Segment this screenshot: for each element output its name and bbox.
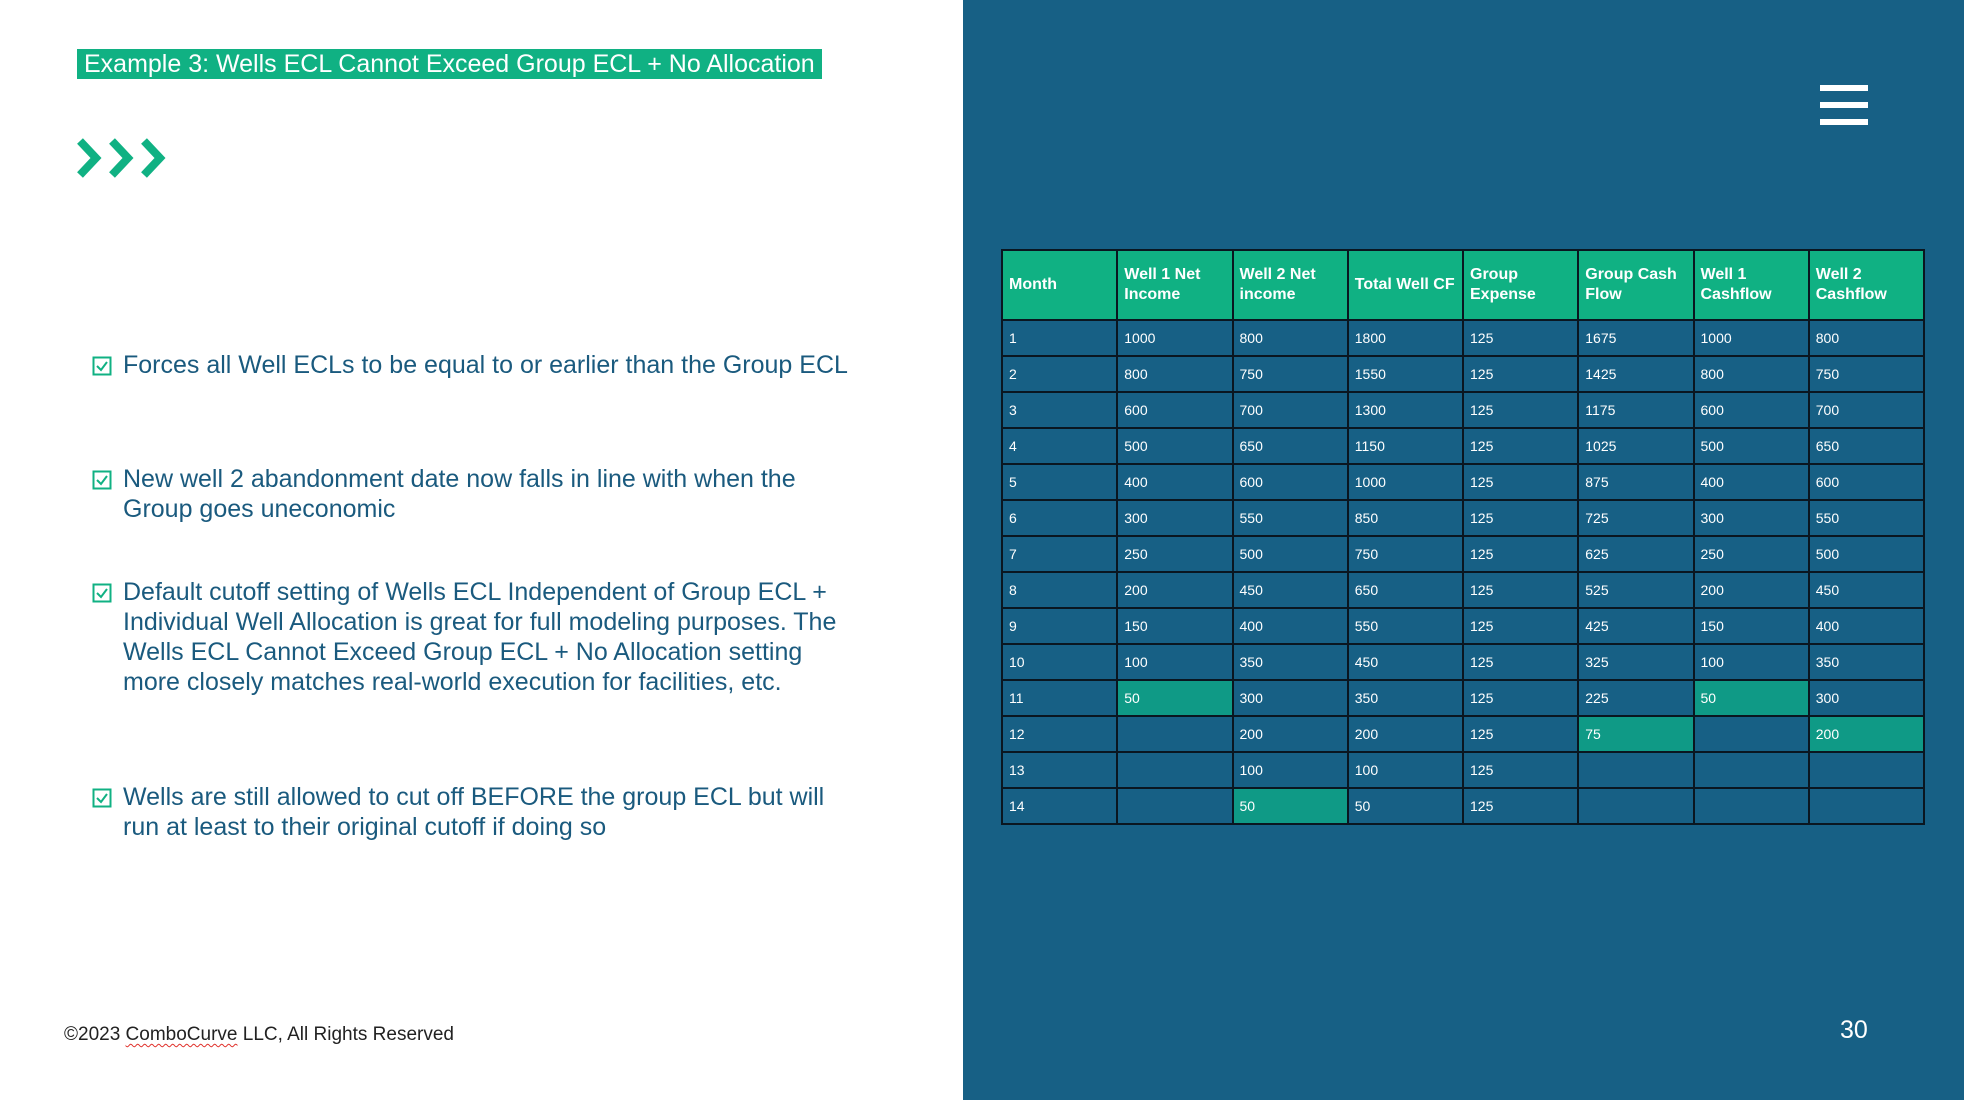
table-cell (1694, 752, 1809, 788)
table-cell: 500 (1117, 428, 1232, 464)
table-cell: 1025 (1578, 428, 1693, 464)
table-cell: 50 (1117, 680, 1232, 716)
table-row (1002, 608, 1924, 644)
table-cell: 125 (1463, 572, 1578, 608)
table-cell: 100 (1348, 752, 1463, 788)
table-cell: 750 (1348, 536, 1463, 572)
table-cell: 875 (1578, 464, 1693, 500)
table-cell: 13 (1002, 752, 1117, 788)
footer-suffix: LLC, All Rights Reserved (237, 1024, 454, 1045)
chevrons-icon (76, 137, 170, 179)
table-row (1002, 788, 1924, 824)
table-cell: 4 (1002, 428, 1117, 464)
table-cell: 7 (1002, 536, 1117, 572)
table-cell: 1300 (1348, 392, 1463, 428)
cashflow-table (1001, 249, 1925, 825)
table-cell: 450 (1348, 644, 1463, 680)
header-month: Month (1002, 250, 1117, 320)
header-well1-cashflow: Well 1 Cashflow (1694, 250, 1809, 320)
table-row (1002, 356, 1924, 392)
table-cell: 800 (1694, 356, 1809, 392)
table-cell: 850 (1348, 500, 1463, 536)
table-cell: 350 (1809, 644, 1924, 680)
table-cell: 525 (1578, 572, 1693, 608)
table-cell: 1425 (1578, 356, 1693, 392)
table-cell: 650 (1348, 572, 1463, 608)
table-cell: 125 (1463, 464, 1578, 500)
table-cell: 750 (1809, 356, 1924, 392)
table-cell: 650 (1809, 428, 1924, 464)
table-cell: 450 (1233, 572, 1348, 608)
bullet-text: Wells are still allowed to cut off BEFORE the group ECL but will run at least to their original cutoff if doing so (123, 783, 825, 841)
table-cell (1809, 752, 1924, 788)
checkbox-icon (92, 583, 112, 603)
table-cell: 600 (1694, 392, 1809, 428)
table-cell: 200 (1233, 716, 1348, 752)
table-cell: 250 (1694, 536, 1809, 572)
table-cell: 14 (1002, 788, 1117, 824)
header-total-well-cf: Total Well CF (1348, 250, 1463, 320)
table-cell: 225 (1578, 680, 1693, 716)
table-cell: 100 (1117, 644, 1232, 680)
table-cell: 200 (1809, 716, 1924, 752)
header-well2-cashflow: Well 2 Cashflow (1809, 250, 1924, 320)
table-cell: 600 (1233, 464, 1348, 500)
table-cell: 1800 (1348, 320, 1463, 356)
table-body (1002, 320, 1924, 824)
table-cell: 5 (1002, 464, 1117, 500)
table-cell (1809, 788, 1924, 824)
table-cell: 1 (1002, 320, 1117, 356)
table-cell: 12 (1002, 716, 1117, 752)
table-cell: 250 (1117, 536, 1232, 572)
table-cell: 75 (1578, 716, 1693, 752)
table-cell: 1175 (1578, 392, 1693, 428)
table-row (1002, 500, 1924, 536)
table-cell: 125 (1463, 788, 1578, 824)
table-cell: 500 (1233, 536, 1348, 572)
table-row (1002, 464, 1924, 500)
table-cell: 200 (1694, 572, 1809, 608)
table-cell: 200 (1348, 716, 1463, 752)
table-cell: 500 (1694, 428, 1809, 464)
table-row (1002, 752, 1924, 788)
table-cell: 600 (1117, 392, 1232, 428)
table-cell (1578, 752, 1693, 788)
table-cell: 50 (1694, 680, 1809, 716)
table-cell (1117, 716, 1232, 752)
table-cell: 550 (1348, 608, 1463, 644)
bullet-text: Default cutoff setting of Wells ECL Independent of Group ECL + Individual Well Allocation is great for full modeling purposes. The Wells ECL Cannot Exceed Group ECL + No Allocation setting more closely matches real-world execution for facilities, etc. (123, 578, 837, 696)
table-cell: 11 (1002, 680, 1117, 716)
table-cell: 1150 (1348, 428, 1463, 464)
table-cell: 650 (1233, 428, 1348, 464)
table-cell: 100 (1233, 752, 1348, 788)
table-cell: 3 (1002, 392, 1117, 428)
table-cell: 700 (1233, 392, 1348, 428)
table-cell: 1000 (1694, 320, 1809, 356)
table-cell: 700 (1809, 392, 1924, 428)
table-cell: 300 (1694, 500, 1809, 536)
table-cell (1117, 752, 1232, 788)
table-cell: 325 (1578, 644, 1693, 680)
table-cell: 550 (1233, 500, 1348, 536)
table-cell: 800 (1233, 320, 1348, 356)
slide-title: Example 3: Wells ECL Cannot Exceed Group ECL + No Allocation (77, 49, 822, 79)
table-cell: 425 (1578, 608, 1693, 644)
table-cell: 125 (1463, 356, 1578, 392)
table-cell: 125 (1463, 752, 1578, 788)
table-cell: 400 (1694, 464, 1809, 500)
table-cell: 50 (1348, 788, 1463, 824)
table-cell: 8 (1002, 572, 1117, 608)
table-cell: 9 (1002, 608, 1117, 644)
table-cell: 200 (1117, 572, 1232, 608)
table-row (1002, 320, 1924, 356)
table-cell: 6 (1002, 500, 1117, 536)
table-cell: 300 (1233, 680, 1348, 716)
table-row (1002, 572, 1924, 608)
table-cell: 125 (1463, 320, 1578, 356)
table-cell: 550 (1809, 500, 1924, 536)
table-cell: 1675 (1578, 320, 1693, 356)
table-cell: 500 (1809, 536, 1924, 572)
copyright-footer (64, 1024, 454, 1046)
table-cell: 150 (1694, 608, 1809, 644)
table-cell: 625 (1578, 536, 1693, 572)
table-header-row (1002, 250, 1924, 320)
table-cell (1694, 716, 1809, 752)
table-row (1002, 428, 1924, 464)
table-cell: 125 (1463, 716, 1578, 752)
table-cell: 600 (1809, 464, 1924, 500)
table-cell: 300 (1117, 500, 1232, 536)
checkbox-icon (92, 788, 112, 808)
bullet-text: New well 2 abandonment date now falls in line with when the Group goes uneconomic (123, 465, 796, 523)
table-cell: 125 (1463, 428, 1578, 464)
table-cell: 125 (1463, 536, 1578, 572)
table-cell: 1000 (1117, 320, 1232, 356)
table-cell: 400 (1233, 608, 1348, 644)
table-row (1002, 716, 1924, 752)
table-cell: 300 (1809, 680, 1924, 716)
table-cell: 125 (1463, 392, 1578, 428)
checkbox-icon (92, 470, 112, 490)
table-row (1002, 680, 1924, 716)
table-cell: 100 (1694, 644, 1809, 680)
table-cell: 750 (1233, 356, 1348, 392)
bullet-text: Forces all Well ECLs to be equal to or earlier than the Group ECL (123, 351, 848, 379)
table-cell: 450 (1809, 572, 1924, 608)
table-cell: 1550 (1348, 356, 1463, 392)
table-row (1002, 392, 1924, 428)
table-row (1002, 644, 1924, 680)
table-cell: 125 (1463, 644, 1578, 680)
header-well1-net-income: Well 1 Net Income (1117, 250, 1232, 320)
table-cell: 400 (1809, 608, 1924, 644)
header-group-expense: Group Expense (1463, 250, 1578, 320)
table-cell: 350 (1233, 644, 1348, 680)
table-cell: 800 (1117, 356, 1232, 392)
table-cell: 725 (1578, 500, 1693, 536)
table-cell: 125 (1463, 608, 1578, 644)
header-group-cash-flow: Group Cash Flow (1578, 250, 1693, 320)
table-cell: 10 (1002, 644, 1117, 680)
table-cell: 50 (1233, 788, 1348, 824)
table-cell: 400 (1117, 464, 1232, 500)
left-panel (0, 0, 963, 1100)
table-cell (1694, 788, 1809, 824)
table-cell: 150 (1117, 608, 1232, 644)
table-cell (1117, 788, 1232, 824)
table-cell: 2 (1002, 356, 1117, 392)
menu-icon[interactable] (1820, 85, 1868, 125)
footer-brand: ComboCurve (125, 1024, 238, 1045)
table-cell: 800 (1809, 320, 1924, 356)
table-cell: 350 (1348, 680, 1463, 716)
table-cell: 125 (1463, 500, 1578, 536)
header-well2-net-income: Well 2 Net income (1233, 250, 1348, 320)
checkbox-icon (92, 356, 112, 376)
table-cell: 125 (1463, 680, 1578, 716)
table-cell (1578, 788, 1693, 824)
table-cell: 1000 (1348, 464, 1463, 500)
page-number: 30 (1840, 1016, 1868, 1044)
footer-prefix: ©2023 (64, 1024, 126, 1045)
table-row (1002, 536, 1924, 572)
